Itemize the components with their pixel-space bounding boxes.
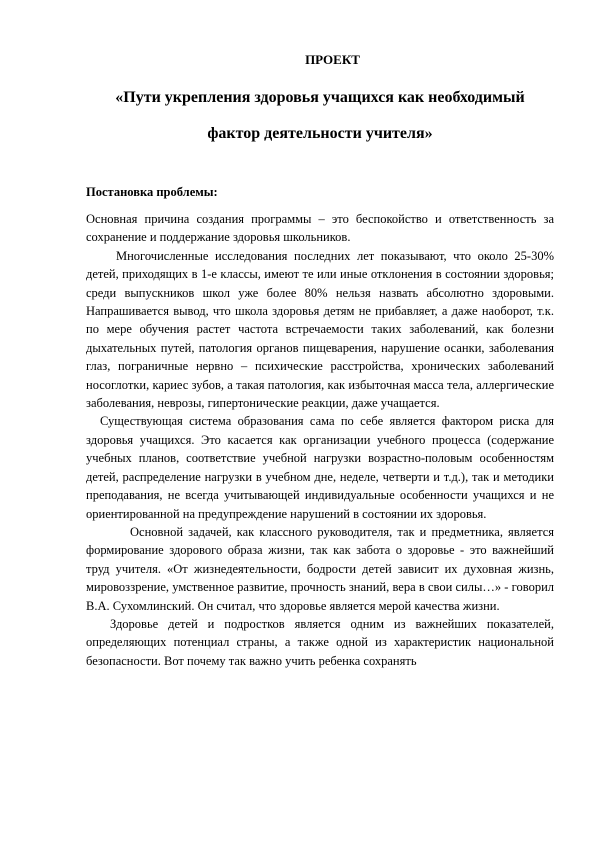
paragraph-5: Здоровье детей и подростков является одним из важнейших показателей, определяющих потенциал страны, а также одной из характеристик национальной безопасности. Вот почему так важно учить ребенка сохранять bbox=[86, 616, 554, 668]
document-title-line-1: «Пути укрепления здоровья учащихся как необходимый bbox=[115, 89, 525, 106]
paragraph-4: Основной задачей, как классного руководителя, так и предметника, является формирование здорового образа жизни, так как забота о здоровье - это важнейший труд учителя. «От жизнедеятельности, бодрости детей зависит их духовная жизнь, мировоззрение, умственное развитие, прочность знаний, вера в свои силы…» - говорил В.А. Сухомлинский. Он считал, что здоровье является мерой качества жизни. bbox=[86, 524, 554, 613]
section-heading: Постановка проблемы: bbox=[86, 185, 218, 199]
paragraph-2: Многочисленные исследования последних лет показывают, что около 25-30% детей, приходящих в 1-е классы, имеют те или иные отклонения в состоянии здоровья; среди выпускников школ уже более 80% нельзя назвать абсолютно здоровыми. Напрашивается вывод, что школа здоровья детям не прибавляет, а даже наоборот, т.к. по мере обучения растет частота встречаемости таких заболеваний, как болезни дыхательных путей, патология органов пищеварения, нарушение осанки, заболевания глаз, пограничные нервно – психические расстройства, хронических заболеваний носоглотки, кариес зубов, а такая патология, как избыточная масса тела, аллергические заболевания, неврозы, гипертонические реакции, даже учащается. bbox=[86, 248, 554, 411]
document-title-line-2: фактор деятельности учителя» bbox=[207, 125, 433, 142]
document-body bbox=[86, 210, 554, 670]
document-label: ПРОЕКТ bbox=[305, 52, 360, 67]
paragraph-3: Существующая система образования сама по себе является фактором риска для здоровья учащихся. Это касается как организации учебного процесса (содержание учебных планов, соответствие учебной нагрузки возрастно-половым особенностям детей, распределение нагрузки в учебном дне, неделе, четверти и т.д.), так и методики преподавания, не всегда учитывающей индивидуальные особенности учащихся и не ориентированной на предупреждение нарушений в состоянии их здоровья. bbox=[86, 414, 554, 521]
paragraph-1: Основная причина создания программы – это беспокойство и ответственность за сохранение и поддержание здоровья школьников. bbox=[86, 212, 554, 245]
